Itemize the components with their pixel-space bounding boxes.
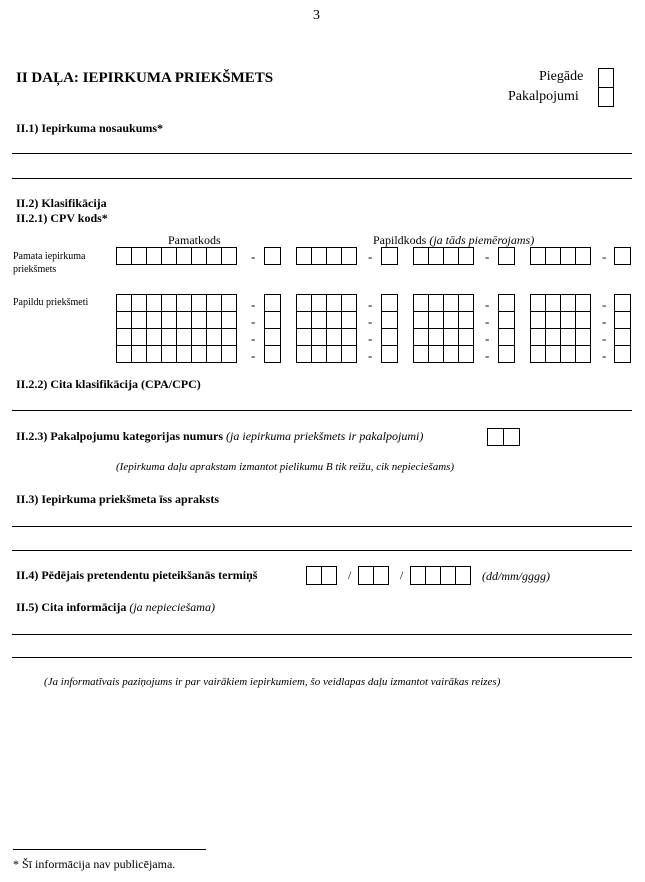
- row-supp-label: Papildu priekšmeti: [13, 297, 89, 308]
- dash-column: [602, 296, 606, 364]
- row-main-label-2: priekšmets: [13, 264, 57, 275]
- dash: -: [485, 348, 490, 363]
- col-supp-code-note: (ja tāds piemērojams): [429, 233, 535, 247]
- cpv-code-heading: II.2.1) CPV kods*: [16, 211, 108, 225]
- type-option-supply-checkbox[interactable]: [598, 68, 614, 88]
- dash: -: [368, 331, 373, 346]
- page-number: 3: [313, 8, 320, 23]
- dash: -: [602, 314, 607, 329]
- cpv-supp3-check-box[interactable]: [614, 247, 631, 265]
- title-line-1[interactable]: [12, 153, 632, 154]
- type-option-services-label: Pakalpojumi: [508, 89, 579, 104]
- dash: -: [602, 331, 607, 346]
- multi-procurement-note: (Ja informatīvais paziņojums ir par vairākiem iepirkumiem, šo veidlapas daļu izmantot vairākas reizes): [44, 676, 501, 688]
- section-title-label: II.1) Iepirkuma nosaukums*: [16, 121, 164, 135]
- dash-column: [251, 296, 255, 364]
- service-category-heading: [16, 429, 423, 444]
- deadline-heading: II.4) Pēdējais pretendentu pieteikšanās termiņš: [16, 568, 258, 582]
- dash: -: [485, 297, 490, 312]
- row-main-label-1: Pamata iepirkuma: [13, 251, 86, 262]
- cpv-supp-objects-s1-boxes[interactable]: [296, 294, 357, 363]
- dash: -: [485, 249, 490, 264]
- classification-heading: II.2) Klasifikācija: [16, 196, 107, 210]
- description-line-2[interactable]: [12, 550, 632, 551]
- deadline-year-boxes[interactable]: [410, 566, 471, 585]
- col-supp-code-label: Papildkods: [373, 233, 427, 247]
- cpv-supp-objects-s3-check[interactable]: [614, 294, 631, 363]
- cpv-supp3-code-boxes[interactable]: [530, 247, 591, 265]
- cpv-supp-objects-main-check[interactable]: [264, 294, 281, 363]
- dash: -: [368, 297, 373, 312]
- service-category-note: (ja iepirkuma priekšmets ir pakalpojumi): [226, 429, 424, 443]
- dash: -: [251, 249, 256, 264]
- short-description-heading: II.3) Iepirkuma priekšmeta īss apraksts: [16, 492, 220, 506]
- col-main-code: Pamatkods: [168, 233, 221, 247]
- footnote-rule: [13, 849, 206, 850]
- cpv-supp-objects-s2-boxes[interactable]: [413, 294, 474, 363]
- dash: -: [368, 249, 373, 264]
- cpv-supp1-code-boxes[interactable]: [296, 247, 357, 265]
- part-title: II DAĻA: IEPIRKUMA PRIEKŠMETS: [16, 70, 274, 86]
- dash: -: [602, 249, 607, 264]
- dash: -: [485, 314, 490, 329]
- other-classification-line[interactable]: [12, 410, 632, 411]
- cpv-main-check-box[interactable]: [264, 247, 281, 265]
- other-classification-heading: II.2.2) Cita klasifikācija (CPA/CPC): [16, 377, 201, 391]
- dash: -: [251, 348, 256, 363]
- annex-note: (Iepirkuma daļu aprakstam izmantot pielikumu B tik reižu, cik nepieciešams): [116, 461, 455, 473]
- service-category-label: II.2.3) Pakalpojumu kategorijas numurs: [16, 429, 224, 443]
- cpv-supp2-code-boxes[interactable]: [413, 247, 474, 265]
- cpv-supp-objects-main-boxes[interactable]: [116, 294, 237, 363]
- other-info-note: (ja nepieciešama): [129, 600, 215, 614]
- deadline-month-boxes[interactable]: [358, 566, 389, 585]
- cpv-supp1-check-box[interactable]: [381, 247, 398, 265]
- service-category-boxes[interactable]: [487, 428, 520, 446]
- dash: -: [602, 297, 607, 312]
- dash: -: [368, 314, 373, 329]
- type-option-services-checkbox[interactable]: [598, 87, 614, 107]
- dash-column: [368, 296, 372, 364]
- description-line-1[interactable]: [12, 526, 632, 527]
- footnote: * Šī informācija nav publicējama.: [13, 857, 176, 871]
- dash: -: [368, 348, 373, 363]
- dash: -: [251, 297, 256, 312]
- deadline-day-boxes[interactable]: [306, 566, 337, 585]
- date-format-hint: (dd/mm/gggg): [482, 569, 550, 583]
- other-info-heading: [16, 600, 215, 615]
- cpv-supp-objects-s3-boxes[interactable]: [530, 294, 591, 363]
- cpv-supp2-check-box[interactable]: [498, 247, 515, 265]
- date-separator: /: [400, 568, 404, 582]
- cpv-supp-objects-s2-check[interactable]: [498, 294, 515, 363]
- dash: -: [602, 348, 607, 363]
- cpv-supp-objects-s1-check[interactable]: [381, 294, 398, 363]
- col-supp-code: [373, 233, 534, 248]
- other-info-label: II.5) Cita informācija: [16, 600, 127, 614]
- cpv-main-code-boxes[interactable]: [116, 247, 237, 265]
- other-info-line-1[interactable]: [12, 634, 632, 635]
- date-separator: /: [348, 568, 352, 582]
- dash-column: [485, 296, 489, 364]
- dash: -: [251, 314, 256, 329]
- dash: -: [485, 331, 490, 346]
- dash: -: [251, 331, 256, 346]
- title-line-2[interactable]: [12, 178, 632, 179]
- type-option-supply-label: Piegāde: [539, 69, 584, 84]
- other-info-line-2[interactable]: [12, 657, 632, 658]
